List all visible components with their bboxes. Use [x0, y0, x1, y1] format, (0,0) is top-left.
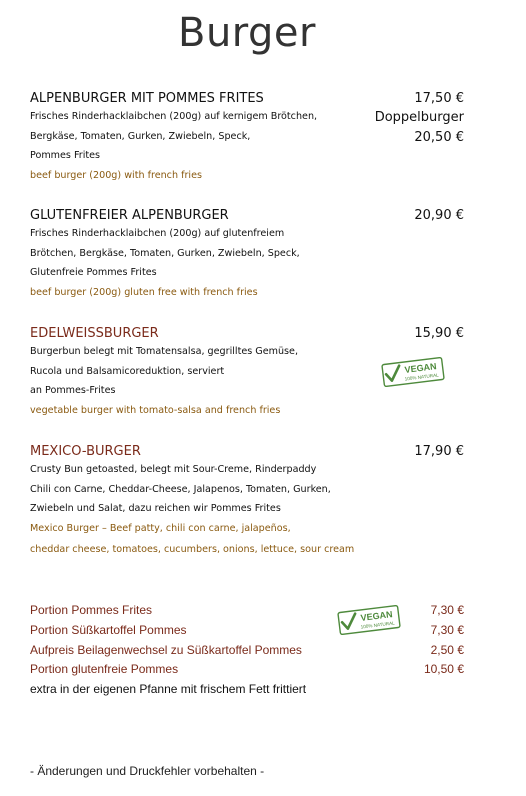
item-description-line: Rucola und Balsamicoreduktion, serviert [30, 365, 225, 377]
side-item-price: 7,30 € [430, 622, 464, 637]
side-item-label: Portion Pommes Frites [30, 603, 153, 617]
item-description-line: Brötchen, Bergkäse, Tomaten, Gurken, Zwiebeln, Speck, [30, 247, 300, 259]
item-english-line: cheddar cheese, tomatoes, cucumbers, onions, lettuce, sour cream [30, 544, 355, 555]
item-description-line: Glutenfreie Pommes Frites [30, 267, 157, 278]
item-english-line: beef burger (200g) with french fries [30, 169, 202, 181]
side-item [30, 662, 464, 682]
side-item-label: Aufpreis Beilagenwechsel zu Süßkartoffel Pommes [30, 642, 302, 657]
item-description-line: Chili con Carne, Cheddar-Cheese, Jalapenos, Tomaten, Gurken, [30, 483, 331, 495]
item-english-line: vegetable burger with tomato-salsa and french fries [30, 404, 281, 416]
item-english-line: beef burger (200g) gluten free with french fries [30, 286, 258, 298]
svg-text:100% NATURAL: 100% NATURAL [360, 620, 395, 630]
item-description-line: Burgerbun belegt mit Tomatensalsa, gegrilltes Gemüse, [30, 346, 298, 357]
page-title: Burger [178, 10, 316, 56]
side-item-price: 10,50 € [423, 662, 464, 677]
item-description-line: Crusty Bun getoasted, belegt mit Sour-Creme, Rinderpaddy [30, 464, 317, 475]
item-name: GLUTENFREIER ALPENBURGER [30, 208, 229, 223]
svg-text:100% NATURAL: 100% NATURAL [404, 372, 439, 382]
item-price-double: 20,50 € [414, 130, 464, 145]
item-description-line: Zwiebeln und Salat, dazu reichen wir Pommes Frites [30, 503, 281, 514]
item-description-line: Frisches Rinderhacklaibchen (200g) auf glutenfreiem [30, 228, 285, 239]
side-item-label: Portion glutenfreie Pommes [30, 662, 179, 677]
item-description-line: Pommes Frites [30, 150, 101, 161]
item-english-line: Mexico Burger – Beef patty, chili con carne, jalapeños, [30, 522, 291, 534]
item-price: 20,90 € [414, 208, 464, 223]
item-description-line: Frisches Rinderhacklaibchen (200g) auf kernigem Brötchen, [30, 111, 318, 122]
svg-text:VEGAN: VEGAN [360, 609, 394, 623]
item-price: 17,50 € [414, 91, 464, 106]
side-item [30, 643, 464, 663]
menu-item-alpenburger [30, 91, 470, 185]
menu-item-mexico-burger [30, 444, 470, 560]
footer-disclaimer: - Änderungen und Druckfehler vorbehalten - [30, 764, 265, 778]
side-item-price: 7,30 € [430, 603, 464, 617]
item-price-note: Doppelburger [374, 110, 464, 125]
item-name: EDELWEISSBURGER [30, 326, 159, 341]
svg-text:VEGAN: VEGAN [404, 361, 438, 375]
item-name: ALPENBURGER MIT POMMES FRITES [30, 91, 264, 106]
item-description-line: an Pommes-Frites [30, 385, 116, 396]
side-item-label: Portion Süßkartoffel Pommes [30, 622, 187, 637]
vegan-badge-icon [380, 357, 446, 387]
item-price: 17,90 € [414, 444, 464, 459]
side-item-price: 2,50 € [430, 642, 464, 657]
vegan-badge-icon [336, 605, 402, 635]
item-price: 15,90 € [414, 326, 464, 341]
menu-item-glutenfreier-alpenburger [30, 208, 470, 302]
item-name: MEXICO-BURGER [30, 444, 141, 459]
item-description-line: Bergkäse, Tomaten, Gurken, Zwiebeln, Speck, [30, 130, 251, 142]
sides-note: extra in der eigenen Pfanne mit frischem Fett frittiert [30, 682, 307, 697]
